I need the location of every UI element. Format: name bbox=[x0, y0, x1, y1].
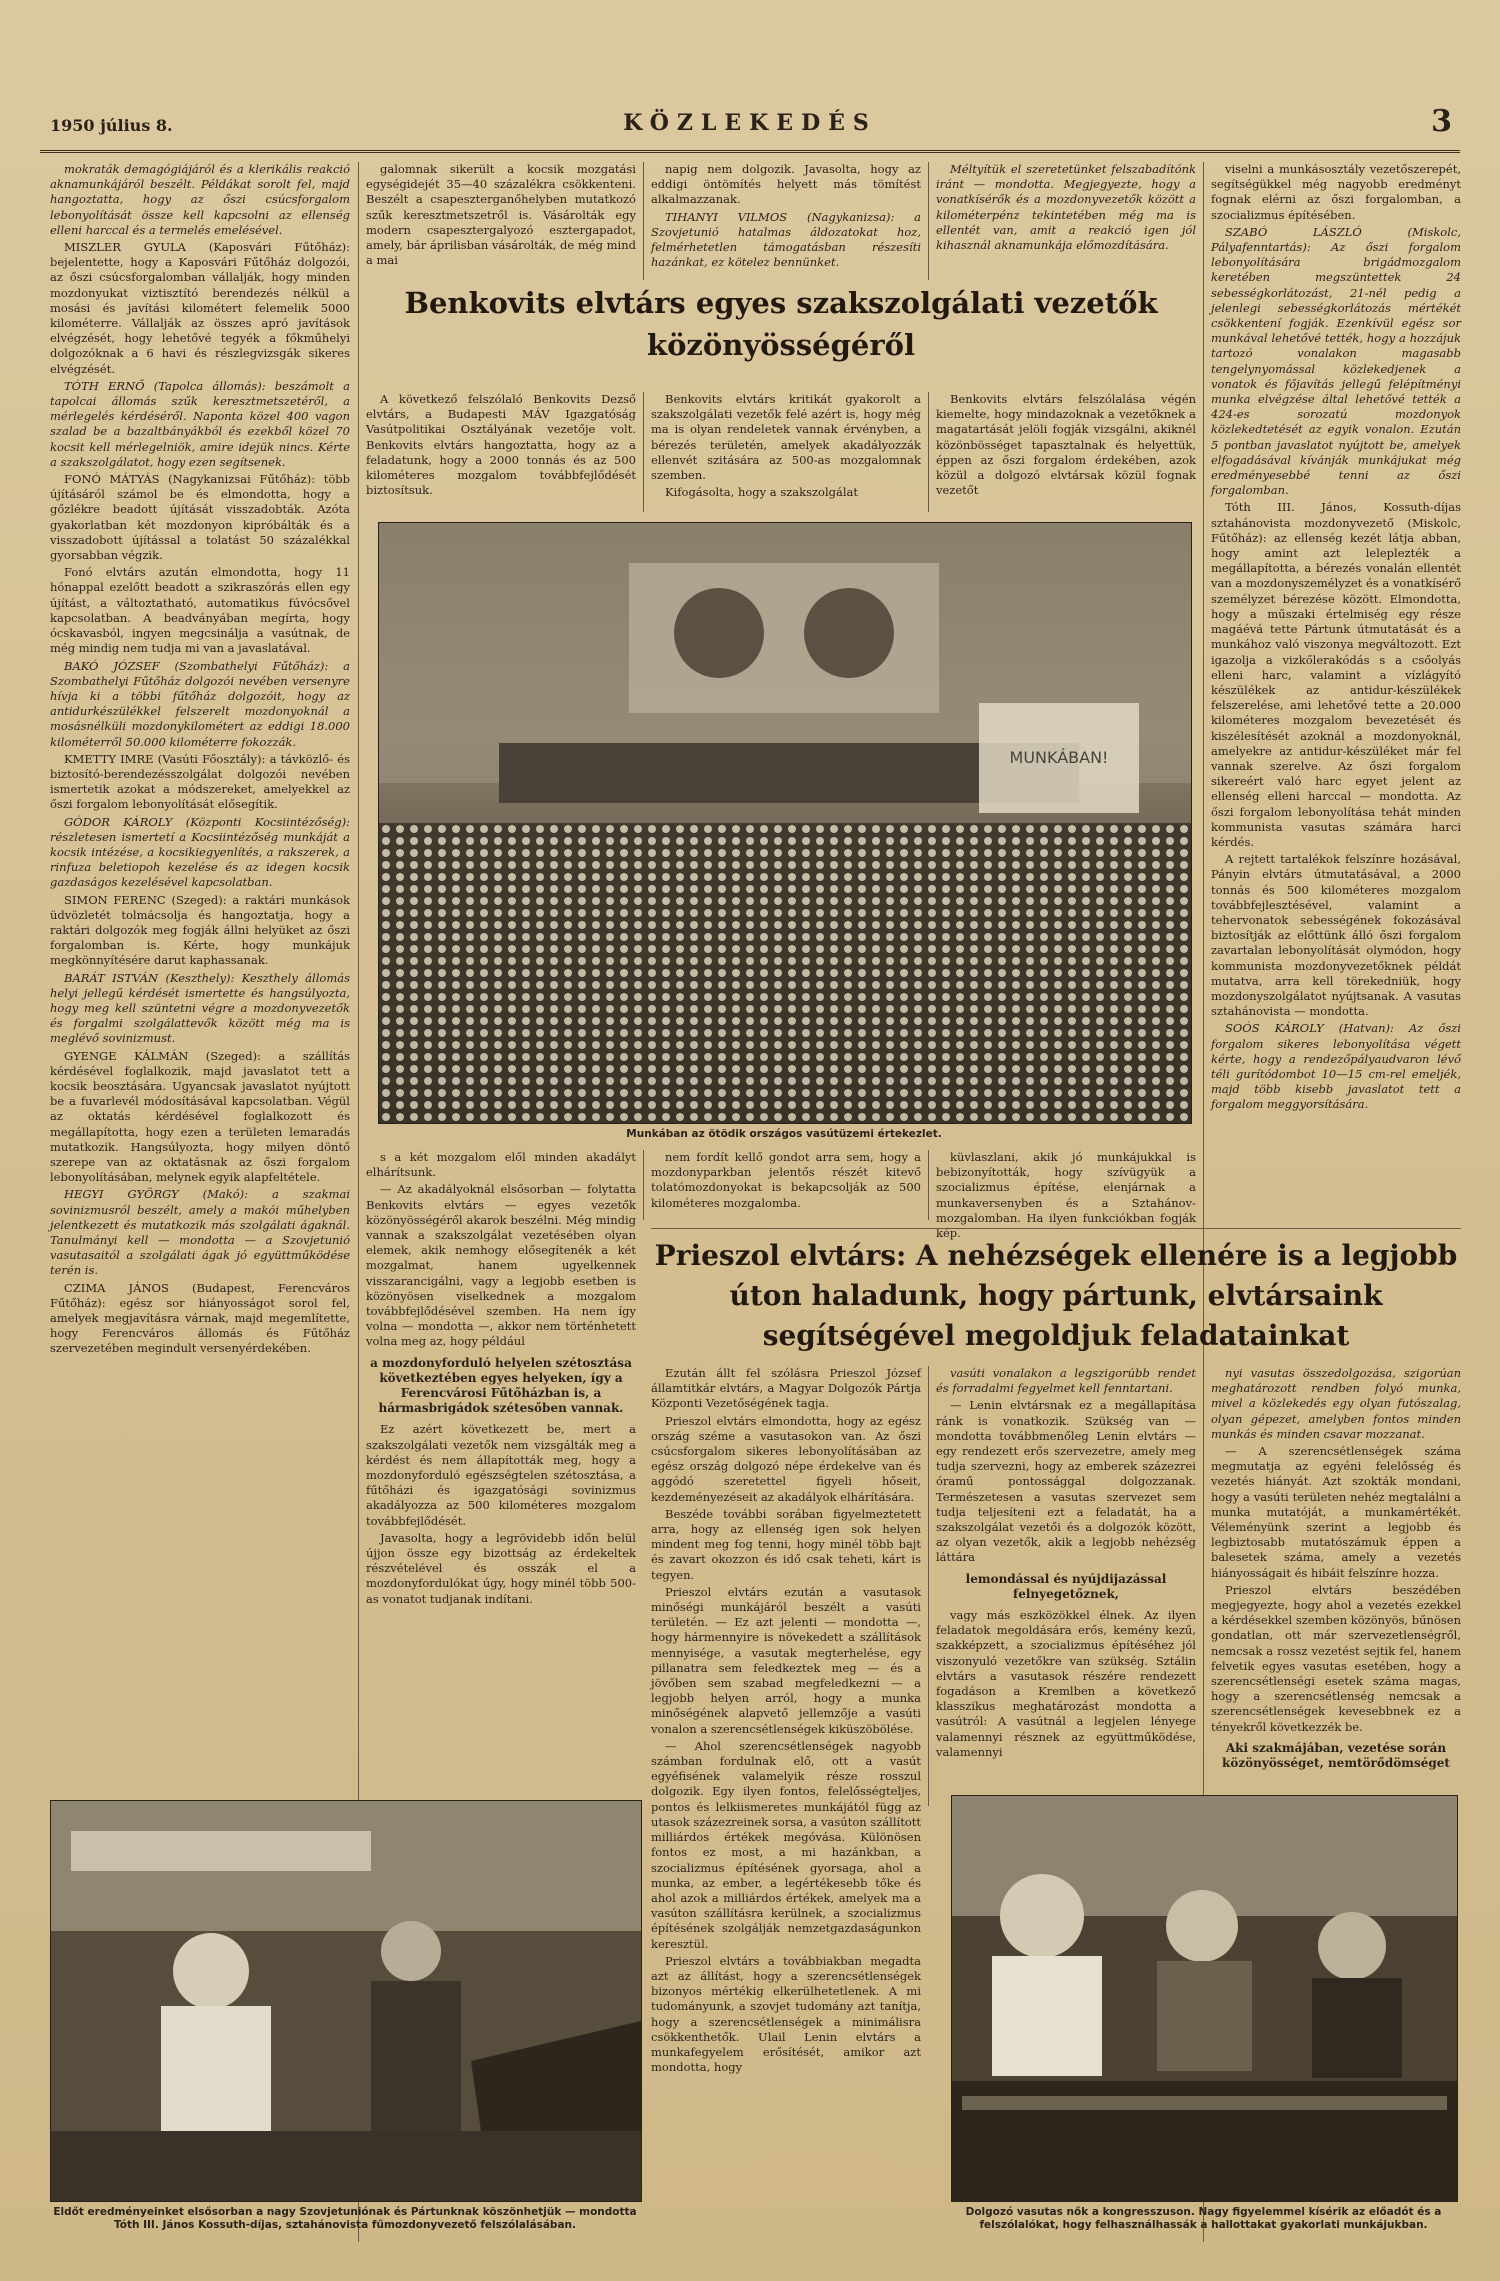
paragraph: Javasolta, hogy a legrövidebb időn belül újjon össze egy bizottság az érdekeltek részvételével és osszák el a mozdonyfordulókat úgy, hogy minél több 500-as vonatot tudjanak indítani. bbox=[366, 1530, 636, 1606]
paragraph: nyi vasutas összedolgozása, szigorúan meghatározott rendben folyó munka, mivel a közlekedés egy olyan futószalag, olyan gépezet, amelyben fontos minden munkás és minden csavar mozzanat. bbox=[1211, 1366, 1461, 1441]
paragraph: — Ahol szerencsétlenségek nagyobb számban fordulnak elő, ott a vasút egyéfisének valamelyik része rosszul dolgozik. Egy ilyen fontos, felelősségteljes, pontos és lelkiismeretes munkájától függ az utasok százezreinek sorsa, a vasúton szállított milliárdos értékek megóvása. Különösen fontos ez most, a mi hazánkban, a szocializmus építésének gyorsaga, ahol a munka, az ember, a legértékesebb tőke és ahol azok a milliárdos értékek, amelyek ma a vasúton szállításra kerülnek, a szocializmus építésének szolgálják nemzetgazdaságunkon keresztül. bbox=[651, 1738, 921, 1951]
headline-prieszol: Prieszol elvtárs: A nehézségek ellenére is a legjobb úton haladunk, hogy pártunk, elvtársaink segítségével megoldjuk feladatainkat bbox=[654, 1239, 1458, 1352]
congress-hall-photo bbox=[378, 522, 1192, 1124]
column-divider bbox=[928, 162, 929, 280]
column-5 bbox=[1211, 162, 1461, 1162]
paragraph: GYENGE KÁLMÁN (Szeged): a szállítás kérdésével foglalkozik, majd javaslatot tett a kocsik beosztására. Ugyancsak javaslatot nyújtott be a fuvarlevél módosításával kapcsolatban. Végül az oktatás kérdésével foglalkozott és megállapította, hogy ezen a területen lemaradás mutatkozik. Hangsúlyozta, hogy milyen döntő szerepe van az oktatásnak az őszi forgalom lebonyolításában, melynek egyik alapfeltétele. bbox=[50, 1048, 350, 1185]
paragraph: vasúti vonalakon a legszigorúbb rendet és forradalmi fegyelmet kell fenntartani. bbox=[936, 1366, 1196, 1396]
paragraph: mokraták demagógiájáról és a klerikális reakció aknamunkájáról beszélt. Példákat sorolt fel, majd hangoztatta, hogy az őszi csúcsforgalom lebonyolítását össze kell kapcsolni az ellenség elleni harccal és a termelés emelésével. bbox=[50, 162, 350, 237]
column-divider bbox=[643, 1150, 644, 1220]
benkovits-col-1 bbox=[366, 392, 636, 512]
column-4-top bbox=[936, 162, 1196, 272]
paragraph: TÓTH ERNŐ (Tapolca állomás): beszámolt a tapolcai állomás szűk keresztmetszetéről, a mérlegelés kérdéséről. Naponta közel 400 vagon szalad be a bazaltbányákból és ezekből közel 70 kocsit kell mérlegelniök, amire idejük nincs. Kérte a szakszolgálatot, hogy ezen segítsenek. bbox=[50, 378, 350, 469]
paragraph: A következő felszólaló Benkovits Dezső elvtárs, a Budapesti MÁV Igazgatóság Vasútpolitikai Osztályának vezetője volt. Benkovits elvtárs hangoztatta, hogy az a feladatunk, hogy a 2000 tonnás és az 500 kilométeres mozgalom továbbfejlődését biztosítsuk. bbox=[366, 392, 636, 498]
column-1 bbox=[50, 162, 350, 1912]
paragraph: galomnak sikerült a kocsik mozgatási egységidejét 35—40 százalékra csökkenteni. Beszélt a csapeszterganőhelyben mutatkozó szűk keresztmetszetről is. Vásárolták egy modern csapesztergalyozó esztergapadot, amely, bár áprilisban vásárolták, de még mind a mai bbox=[366, 162, 636, 268]
paragraph: CZIMA JÁNOS (Budapest, Ferencváros Fűtőház): egész sor hiányosságot sorol fel, amelyek megjavításra várnak, majd megemlítette, hogy Ferencváros állomás és Fűtőház szervezetében megindult versenyérdekében. bbox=[50, 1280, 350, 1356]
paragraph: Fonó elvtárs azután elmondotta, hogy 11 hónappal ezelőtt beadott a szikraszórás ellen egy újítást, a változtatható, automatikus fúvócsővel kapcsolatban. A beadványában megírta, hogy ócskavasból, ingyen megcsinálja a vasútnak, de még mindig nem tudja mi van a javaslatával. bbox=[50, 565, 350, 656]
column-2-mid bbox=[366, 1150, 636, 1790]
paragraph: Prieszol elvtárs elmondotta, hogy az egész ország széme a vasutasokon van. Az őszi csúcsforgalom sikeres lebonyolításában az egész ország dolgozó népe érdekelve van és aggódó szeretettel figyeli hőseit, kezdeményezéseit az akadályok elhárítására. bbox=[651, 1413, 921, 1504]
column-divider bbox=[643, 162, 644, 280]
paragraph: Méltyítük el szeretetünket felszabadítónk iránt — mondotta. Megjegyezte, hogy a vonatkísérők és a mozdonyvezetők között a kilométerpénz tekintetében még ma is ellentét van, amit a reakció igen jól kihasznál aknamunkája előmozdítására. bbox=[936, 162, 1196, 253]
women-delegates-photo bbox=[951, 1795, 1458, 2202]
paragraph: küvlaszlani, akik jó munkájukkal is bebizonyították, hogy szívügyük a szocializmus építése, elenjárnak a munkaversenyben és a Sztahánov-mozgalomban. Ha ilyen funkciókban fogják kép. bbox=[936, 1150, 1196, 1241]
paragraph: BAKÓ JÓZSEF (Szombathelyi Fűtőház): a Szombathelyi Fűtőház dolgozói nevében versenyre hívja ki a többi fűtőház dolgozóit, hogy az antidurkészülékkel felszerelt mozdonyoknál a mosásnélküli mozdonykilométert az eddigi 18.000 kilométerről 50.000 kilométerre fokozzák. bbox=[50, 658, 350, 749]
photo-caption-women: Dolgozó vasutas nők a kongresszuson. Nagy figyelemmel kísérik az előadót és a felszólalókat, hogy felhasználhassák a hallottakat gyakorlati munkájukban. bbox=[965, 2206, 1442, 2231]
paragraph: HEGYI GYÖRGY (Makó): a szakmai sovinizmusról beszélt, amely a makói műhelyben jelentkezett és mutatkozik más szolgálati ágaknál. Tanulmányi kell — mondotta — a Szovjetunió vasutasaitól a szolgálati ágak jó együttműködése terén is. bbox=[50, 1187, 350, 1278]
paragraph: Tóth III. János, Kossuth-díjas sztahánovista mozdonyvezető (Miskolc, Fűtőház): az ellenség kezét látja abban, hogy amint azt leleplezték a megállapította, a bérezés vonalán ellentét van a mozdonyszemélyzet és a vonatkísérő személyzet bérezése között. Elmondotta, hogy a műszaki értelmiség egy része magáévá tette Pártunk útmutatását és a munkához való viszonya megváltozott. Ezt igazolja a vizkőlerakódás s a csőolyás elleni harc, valamint a vízlágyító készülékek az antidur-készülékek felszerelése, ami lehetővé tette a 20.000 kilométeres mozgalom bevezetését és kiszélesítését azoknál a mozdonyoknál, amelyekre az antidur-készüléket már fel vannak szerelve. Az őszi forgalom sikereért való harc egyet jelent az ellenség elleni harccal — mondotta. Az őszi forgalom lebonyolítása tehát minden kommunista vasutas számára harci kérdés. bbox=[1211, 500, 1461, 849]
paragraph: Prieszol elvtárs ezután a vasutasok minőségi munkájáról beszélt a vasúti területén. — Ez azt jelenti — mondotta —, hogy hármennyire is növekedett a szállítások mennyisége, a vasutak megterhelése, egy pillanatra sem feledkeztek meg — és a jövőben sem szabad megfeledkezni — a legjobb helyen arról, hogy a munka minőségének alapvető jellemzője a vasúti vonalon a szerencsétlenségek kiküszöbölése. bbox=[651, 1584, 921, 1736]
subheading: Aki szakmájában, vezetése során közönyösséget, nemtörődömséget bbox=[1222, 1740, 1450, 1771]
paragraph: BARÁT ISTVÁN (Keszthely): Keszthely állomás helyi jellegű kérdését ismertette és hangsúlyozta, hogy meg kell szüntetni végre a mozdonyvezetők és forgalmi szolgálattevők között még ma is meglévő sovinizmust. bbox=[50, 970, 350, 1046]
paragraph: — A szerencsétlenségek száma megmutatja az egyéni felelősség és vezetés hiányát. Azt szokták mondani, hogy a vasúti területen nehéz megtalálni a munka mutatóját, a munkamértékét. Véleményünk szerint a legjobb és legbiztosabb mutatószámuk éppen a balesetek száma, amely a vezetés hiányosságait és hibáit felszínre hozza. bbox=[1211, 1444, 1461, 1580]
paragraph: napig nem dolgozik. Javasolta, hogy az eddigi öntömítés helyett más tömítést alkalmazzanak. bbox=[651, 162, 921, 207]
benkovits-col-3 bbox=[936, 392, 1196, 512]
speaker-photo bbox=[50, 1800, 642, 2202]
paragraph: FONÓ MÁTYÁS (Nagykanizsai Fűtőház): több újításáról számol be és elmondotta, hogy a gőzlékre beadott újítását visszadobták. Azóta gyakorlatban két mozdonyon kipróbálták és a visszadobott újítással a tolatást 50 százalékkal gyorsabban végzik. bbox=[50, 472, 350, 563]
newspaper-title: KÖZLEKEDÉS bbox=[623, 110, 877, 136]
column-divider bbox=[928, 392, 929, 512]
paragraph: SZABÓ LÁSZLÓ (Miskolc, Pályafenntartás): Az őszi forgalom lebonyolítására brigádmozgalom keretében megszüntettek 24 sebességkorlátozást, 21-nél pedig a jelenlegi sebességkorlátozás mértékét csökkentení fogják. Ezenkívül egész sor munkával lehetővé tették, hogy a hozzájuk tartozó vonalakon magasabb tengelynyomással közlekedjenek a vonatok és főjavítás jellegű felépítményi munka elvégzése által lehetővé tették a 424-es sorozatú mozdonyok közlekedtetését az egyik vonalon. Ezután 5 pontban javaslatot nyújtott be, amelyek elfogadásával kívánják munkájukat még eredményesebbé tenni az őszi forgalomban. bbox=[1211, 224, 1461, 498]
paragraph: Prieszol elvtárs beszédében megjegyezte, hogy ahol a vezetés ezekkel a kérdésekkel szemben közönyös, bűnösen gondatlan, ott már szervezetlenségről, nemcsak a rossz vezetést sejtik fel, hanem felvetik egyes vasutas esetében, hogy a szerencsétlenségi esetek száma magas, hogy a szerencsétlenség nemcsak a szerencsétlenségek kevesebbnek ez a tényekről következzék be. bbox=[1211, 1582, 1461, 1734]
paragraph: GÓDOR KÁROLY (Központi Kocsiintézőség): részletesen ismertetí a Kocsiintézőség munkáját a kocsik intézése, a kocsikiegyenlítés, a rakszerek, a rinfuza beletiopoh kezelése és az idegen kocsik gazdaságos kezelésével kapcsolatban. bbox=[50, 814, 350, 890]
paragraph: viselni a munkásosztály vezetőszerepét, segítségükkel még nagyobb eredményt fognak elérni az őszi forgalomban, a szocializmus építésében. bbox=[1211, 162, 1461, 222]
paragraph: Benkovits elvtárs kritikát gyakorolt a szakszolgálati vezetők felé azért is, hogy még ma is olyan rendeletek vannak érvényben, a bérezés területén, amelyek akadályozzák ellenvét szitására az 500-as mozgalomnak szemben. bbox=[651, 392, 921, 483]
hall-banner: MUNKÁBAN! bbox=[1009, 748, 1109, 767]
benkovits-col-2 bbox=[651, 392, 921, 512]
paragraph: Ezután állt fel szólásra Prieszol József államtitkár elvtárs, a Magyar Dolgozók Pártja Központi Vezetőségének tagja. bbox=[651, 1366, 921, 1411]
paragraph: Beszéde további sorában figyelmeztetett arra, hogy az ellenség igen sok helyen mindent meg fog tenni, hogy minél több bajt és zavart okozzon és idő csak teheti, kárt is tegyen. bbox=[651, 1506, 921, 1582]
section-rule bbox=[651, 1228, 1461, 1229]
column-3-mid bbox=[651, 1150, 921, 1220]
paragraph: SOÓS KÁROLY (Hatvan): Az őszi forgalom sikeres lebonyolítása végett kérte, hogy a rendezőpályaudvaron lévő téli gurítódombot 10—15 cm-rel emeljék, majd több kisebb javaslatot tett a forgalom meggyorsítására. bbox=[1211, 1021, 1461, 1112]
paragraph: nem fordít kellő gondot arra sem, hogy a mozdonyparkban jelentős részét kitevő tolatómozdonyokat is bekapcsolják az 500 kilométeres mozgalomba. bbox=[651, 1150, 921, 1210]
subheading: a mozdonyforduló helyelen szétosztása következtében egyes helyeken, így a Ferencvárosi Fűtőházban is, a hármasbrigádok szétesőben vannak. bbox=[370, 1355, 632, 1416]
prieszol-col-1 bbox=[651, 1366, 921, 2186]
column-3-top bbox=[651, 162, 921, 272]
paragraph: KMETTY IMRE (Vasúti Főosztály): a távközlő- és biztosító-berendezésszolgálat dolgozói nevében ismertetik azokat a módszereket, amelyekkel az őszi forgalom lebonyolítását elősegítik. bbox=[50, 751, 350, 812]
headline-benkovits: Benkovits elvtárs egyes szakszolgálati vezetők közönyösségéről bbox=[404, 286, 1158, 362]
paragraph: MISZLER GYULA (Kaposvári Fűtőház): bejelentette, hogy a Kaposvári Fűtőház dolgozói, az őszi csúcsforgalomban vállalják, hogy minden mozdonyukat viztisztító berendezés nélkül a mosási és javítási kilométert felemelik 5000 kilométerre. Vállalják az összes apró javítások elvégzését, hogy lehetővé tegyék a főkműhelyi dolgozóknak a 6 havi és részlegvizsgák sikeres elvégzését. bbox=[50, 240, 350, 376]
photo-caption-congress: Munkában az ötödik országos vasútüzemi értekezlet. bbox=[626, 1128, 942, 1140]
column-2-top bbox=[366, 162, 636, 272]
subheading: lemondással és nyújdijazással felnyegetőznek, bbox=[965, 1571, 1167, 1601]
header-rule bbox=[40, 150, 1460, 153]
paragraph: — Az akadályoknál elsősorban — folytatta Benkovits elvtárs — egyes vezetők közönyösségéről akarok beszélni. Még mindig vannak a szakszolgálat vezetésében olyan elemek, akik nemhogy elősegítenék a két mozgalmat, hanem ugyelkennek visszarancigálni, vagy a legjobb esetben is közönyösen viselkednek a mozgalom továbbfejlődésével szemben. Ha nem így volna — mondotta —, akkor nem történhetett volna meg az, hogy például bbox=[366, 1182, 636, 1349]
column-4-mid bbox=[936, 1150, 1196, 1241]
paragraph: Ez azért következett be, mert a szakszolgálati vezetők nem vizsgálták meg a kérdést és nem állapították meg, hogy a mozdonyforduló egészségtelen szétosztása, a fűtőházi és igazgatósági sovinizmus akadályozza az 500 kilométeres mozgalom továbbfejlődését. bbox=[366, 1422, 636, 1528]
paragraph: s a két mozgalom elől minden akadályt elhárítsunk. bbox=[366, 1150, 636, 1180]
photo-caption-speaker: Eldőt eredményeinket elsősorban a nagy Szovjetuniónak és Pártunknak köszönhetjük — mondotta Tóth III. János Kossuth-díjas, sztahánovista fűmozdonyvezető felszólalásában. bbox=[53, 2206, 637, 2231]
column-divider bbox=[928, 1366, 929, 1806]
page-number: 3 bbox=[1431, 104, 1452, 139]
paragraph: TIHANYI VILMOS (Nagykanizsa): a Szovjetunió hatalmas áldozatokat hoz, felmérhetetlen támogatásban részesíti hazánkat, ez kötelez bennünket. bbox=[651, 209, 921, 270]
paragraph: — Lenin elvtársnak ez a megállapítása ránk is vonatkozik. Szükség van — mondotta továbbmenőleg Lenin elvtárs — egy rendezett erős szervezetre, amely meg tudja szervezni, hogy az emberek százezrei óramű pontossággal dolgozzanak. Természetesen a vasutas szervezet sem tudja teljesíteni ezt a feladatát, ha a szakszolgálat vezetői és a dolgozók között, az olyan vezetők, akik a legjobb nehézség láttára bbox=[936, 1398, 1196, 1565]
paragraph: vagy más eszközökkel élnek. Az ilyen feladatok megoldására erős, kemény kezű, szakképzett, a szocializmus építéséhez jól viszonyuló vezetőkre van szükség. Sztálin elvtárs a vasutasok részére rendezett fogadáson a Kremlben a következő klasszikus meghatározást mondotta a vasútról: A vasútnál a legjelen lényege valamennyi résznek az együttműködése, valamennyi bbox=[936, 1608, 1196, 1759]
prieszol-col-2 bbox=[936, 1366, 1196, 1786]
page-header bbox=[40, 92, 1460, 138]
column-divider bbox=[643, 392, 644, 512]
issue-date: 1950 július 8. bbox=[50, 116, 173, 135]
paragraph: Prieszol elvtárs a továbbiakban megadta azt az állítást, hogy a szerencsétlenségek bizonyos mértékig elkerülhetetlenek. A mi tudományunk, a szovjet tudomány azt tanítja, hogy a szerencsétlenségek a minimálisra csökkenthetők. Ulail Lenin elvtárs a munkafegyelem erősítését, amikor azt mondotta, hogy bbox=[651, 1953, 921, 2075]
paragraph: SIMON FERENC (Szeged): a raktári munkások üdvözletét tolmácsolja és hangoztatja, hogy a raktári dolgozók meg fogják állni helyüket az őszi forgalomban is. Kérte, hogy munkájuk megkönnyítésére darut kaphassanak. bbox=[50, 892, 350, 968]
column-divider bbox=[928, 1150, 929, 1220]
paragraph: Kifogásolta, hogy a szakszolgálat bbox=[665, 485, 859, 500]
paragraph: A rejtett tartalékok felszínre hozásával, Pányin elvtárs útmutatásával, a 2000 tonnás és 500 kilométeres mozgalom továbbfejlesztésével, valamint a tehervonatok sebességének fokozásával biztosítják az előttünk álló őszi forgalom zavartalan lebonyolítását olymódon, hogy kommunista mozdonyvezetőknek példát mutatva, arra kell törekedniük, hogy mozdonyszolgálatot nyújtsanak. A vasutas sztahánovista — mondotta. bbox=[1211, 852, 1461, 1019]
prieszol-col-3 bbox=[1211, 1366, 1461, 1786]
paragraph: Benkovits elvtárs felszólalása végén kiemelte, hogy mindazoknak a vezetőknek a magatartását jelöli fogják vizsgálni, akiknél közönbösséget tapasztalnak és helyettük, éppen az őszi forgalom érdekében, azok közül a dolgozó elvtársak közül fognak vezetőt bbox=[936, 392, 1196, 498]
